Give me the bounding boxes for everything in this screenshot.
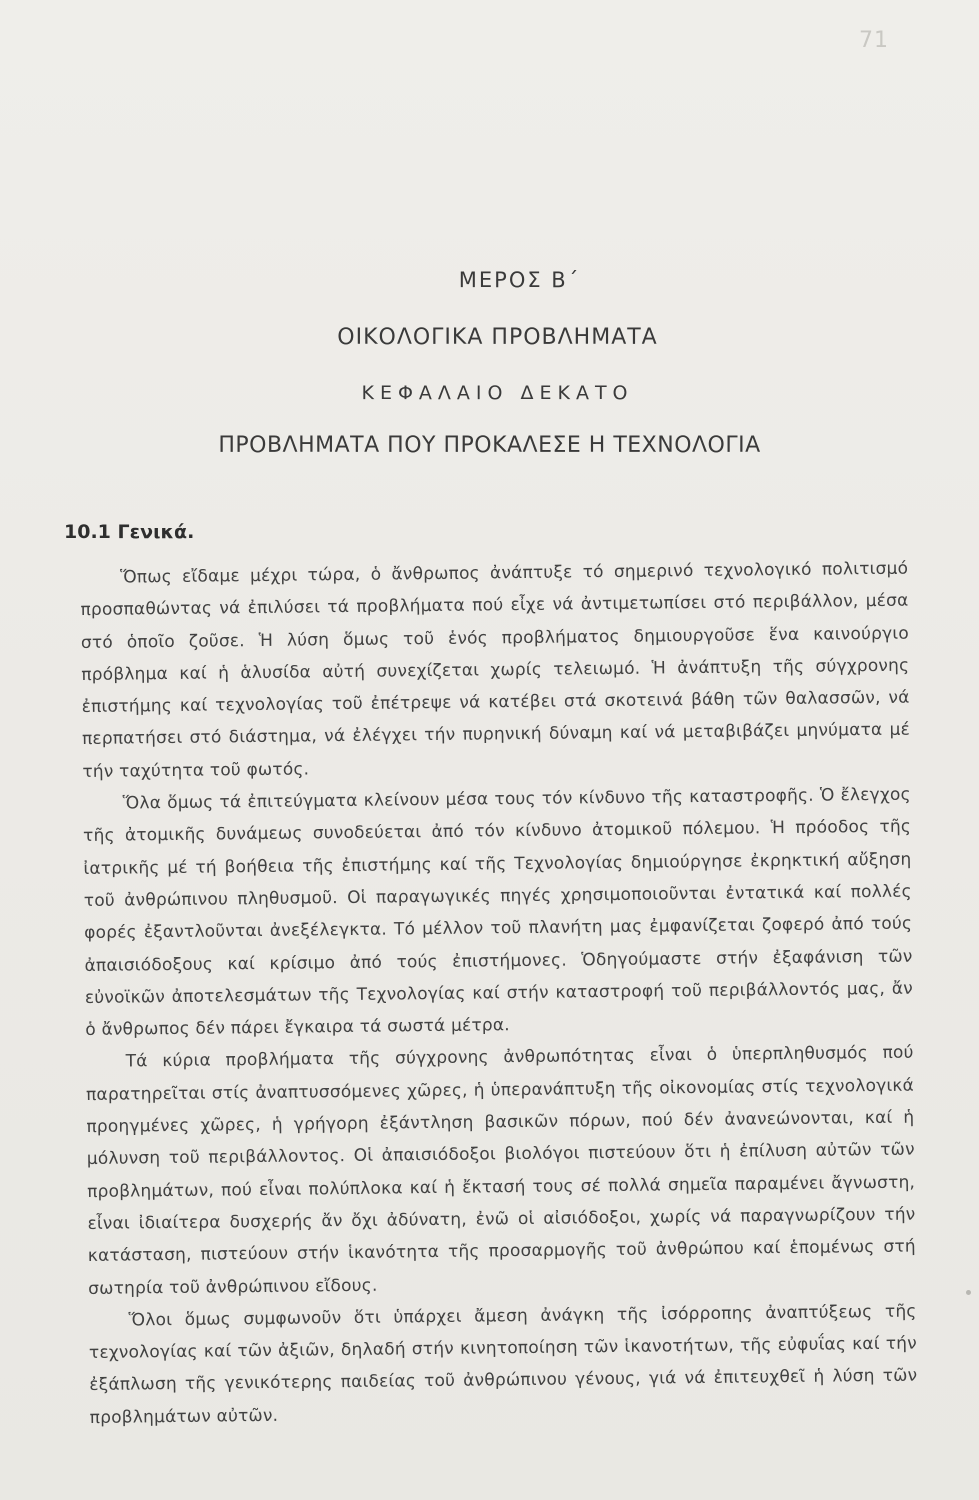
section-title: 10.1 Γενικά. <box>64 521 195 543</box>
chapter-title: ΠΡΟΒΛΗΜΑΤΑ ΠΟΥ ΠΡΟΚΑΛΕΣΕ Η ΤΕΧΝΟΛΟΓΙΑ <box>218 433 761 458</box>
part-title: ΟΙΚΟΛΟΓΙΚΑ ΠΡΟΒΛΗΜΑΤΑ <box>337 325 658 350</box>
paragraph: Ὅλοι ὅμως συμφωνοῦν ὅτι ὑπάρχει ἄμεση ἀνάγκη τῆς ἰσόρροπης ἀναπτύξεως τῆς τεχνολογίας καί τῶν ἀξιῶν, δηλαδή στήν κινητοποίηση τῶν ἱκανοτήτων, τῆς εὐφυΐας καί τήν ἐξάπλωση τῆς γενικότερης παιδείας τοῦ ἀνθρώπινου γένους, γιά νά ἐπιτευχθεῖ ἡ λύση τῶν προβλημάτων αὐτῶν. <box>88 1301 918 1428</box>
part-heading: ΜΕΡΟΣ Β΄ <box>458 268 581 292</box>
page-number: 71 <box>859 28 889 53</box>
paragraph: Ὅπως εἴδαμε μέχρι τώρα, ὁ ἄνθρωπος ἀνάπτυξε τό σημερινό τεχνολογικό πολιτισμό προσπαθώντας νά ἐπιλύσει τά προβλήματα πού εἶχε νά ἀντιμετωπίσει στό περιβάλλον, μέσα στό ὁποῖο ζοῦσε. Ἡ λύση ὅμως τοῦ ἑνός προβλήματος δημιουργοῦσε ἕνα καινούργιο πρόβλημα καί ἡ ἁλυσίδα αὐτή συνεχίζεται χωρίς τελειωμό. Ἡ ἀνάπτυξη τῆς σύγχρονης ἐπιστήμης καί τεχνολογίας τοῦ ἐπέτρεψε νά κατέβει στά σκοτεινά βάθη τῶν θαλασσῶν, νά περπατήσει στό διάστημα, νά ἐλέγχει τήν πυρηνική δύναμη καί νά μεταβιβάζει μηνύματα μέ τήν ταχύτητα τοῦ φωτός. <box>80 558 911 782</box>
scan-speck <box>966 1290 971 1295</box>
body-text <box>80 553 918 1434</box>
paragraph: Τά κύρια προβλήματα τῆς σύγχρονης ἀνθρωπότητας εἶναι ὁ ὑπερπληθυσμός πού παρατηρεῖται στίς ἀναπτυσσόμενες χῶρες, ἡ ὑπερανάπτυξη τῆς οἰκονομίας στίς τεχνολογικά προηγμένες χῶρες, ἡ γρήγορη ἐξάντληση βασικῶν πόρων, πού δέν ἀνανεώνονται, καί ἡ μόλυνση τοῦ περιβάλλοντος. Οἱ ἀπαισιόδοξοι βιολόγοι πιστεύουν ὅτι ἡ ἐπίλυση αὐτῶν τῶν προβλημάτων, πού εἶναι πολύπλοκα καί ἡ ἔκτασή τους σέ πολλά σημεῖα παραμένει ἄγνωστη, εἶναι ἰδιαίτερα δυσχερής ἄν ὄχι ἀδύνατη, ἐνῶ οἱ αἰσιόδοξοι, χωρίς νά παραγνωρίζουν τήν κατάσταση, πιστεύουν στήν ἱκανότητα τῆς προσαρμογῆς τοῦ ἀνθρώπου καί ἑπομένως στή σωτηρία τοῦ ἀνθρώπινου εἴδους. <box>85 1043 916 1299</box>
chapter-label: ΚΕΦΑΛΑΙΟ ΔΕΚΑΤΟ <box>361 382 634 404</box>
paragraph: Ὅλα ὅμως τά ἐπιτεύγματα κλείνουν μέσα τους τόν κίνδυνο τῆς καταστροφῆς. Ὁ ἔλεγχος τῆς ἀτομικῆς δυνάμεως συνοδεύεται ἀπό τόν κίνδυνο ἀτομικοῦ πόλεμου. Ἡ πρόοδος τῆς ἰατρικῆς μέ τή βοήθεια τῆς ἐπιστήμης καί τῆς Τεχνολογίας δημιούργησε ἐκρηκτική αὔξηση τοῦ ἀνθρώπινου πληθυσμοῦ. Οἱ παραγωγικές πηγές χρησιμοποιοῦνται ἐντατικά καί πολλές φορές ἐξαντλοῦνται ἀνεξέλεγκτα. Τό μέλλον τοῦ πλανήτη μας ἐμφανίζεται ζοφερό ἀπό τούς ἀπαισιόδοξους καί κρίσιμο ἀπό τούς ἐπιστήμονες. Ὁδηγούμαστε στήν ἐξαφάνιση τῶν εὐνοϊκῶν ἀποτελεσμάτων τῆς Τεχνολογίας καί στήν καταστροφή τοῦ περιβάλλοντός μας, ἄν ὁ ἄνθρωπος δέν πάρει ἔγκαιρα τά σωστά μέτρα. <box>82 784 914 1041</box>
